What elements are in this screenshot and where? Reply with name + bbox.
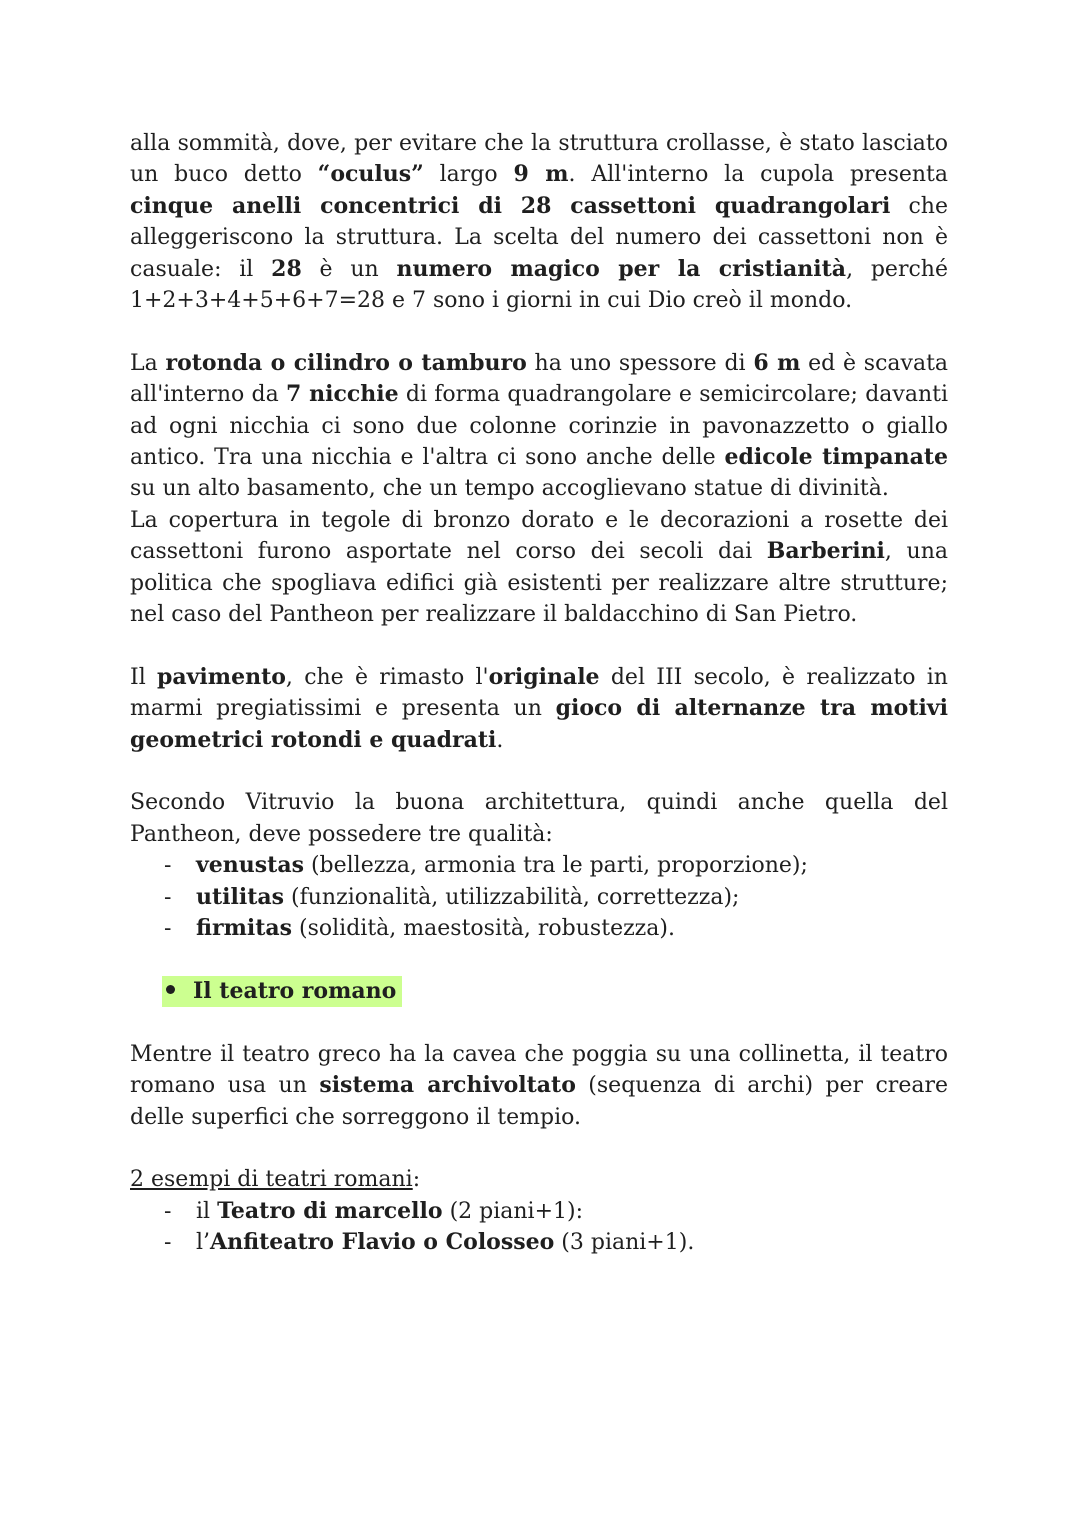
paragraph-pavimento xyxy=(130,662,948,756)
vitruvio-qualities-list xyxy=(130,850,948,944)
text: . All'interno la cupola presenta xyxy=(568,162,949,188)
text: ha uno spessore di xyxy=(526,350,754,376)
paragraph-teatro xyxy=(130,1039,948,1133)
list-item xyxy=(164,850,948,881)
paragraph-cupola xyxy=(130,128,948,316)
list-item xyxy=(164,913,948,944)
bold-text: sistema archivoltato xyxy=(319,1072,576,1099)
text: La copertura in tegole di bronzo dorato e le decorazioni a rosette dei cassettoni furono asportate nel corso dei secoli dai xyxy=(130,507,948,565)
text: (bellezza, armonia tra le parti, proporzione); xyxy=(303,853,808,879)
text: (funzionalità, utilizzabilità, correttezza); xyxy=(284,884,740,910)
bold-text: venustas xyxy=(196,852,304,879)
underlined-text: 2 esempi di teatri romani xyxy=(130,1167,413,1193)
text: , perché 1+2+3+4+5+6+7=28 e 7 sono i giorni in cui Dio creò il mondo. xyxy=(130,256,948,314)
bold-text: “oculus” xyxy=(317,161,424,188)
text: il xyxy=(196,1198,218,1224)
paragraph-copertura xyxy=(130,505,948,631)
list-item xyxy=(164,1227,948,1258)
text: . xyxy=(496,727,504,753)
text: è un xyxy=(301,256,397,282)
heading-text: Il teatro romano xyxy=(193,977,397,1004)
text: (3 piani+1). xyxy=(554,1230,695,1256)
theatre-examples-list xyxy=(130,1196,948,1259)
text: , una politica che spogliava edifici già esistenti per realizzare altre strutture; nel caso del Pantheon per realizzare il baldacchino di San Pietro. xyxy=(130,539,948,628)
bold-text: 7 nicchie xyxy=(285,381,399,408)
text: La xyxy=(130,350,166,376)
bold-text: 28 xyxy=(271,255,302,282)
text: di forma quadrangolare e semicircolare; davanti ad ogni nicchia ci sono due colonne corinzie in pavonazzetto o giallo antico. Tra una nicchia e l'altra ci sono anche delle xyxy=(130,382,948,471)
list-item xyxy=(164,1196,948,1227)
bold-text: originale xyxy=(488,663,600,690)
section-heading xyxy=(130,976,948,1007)
text: Il xyxy=(130,664,158,690)
text: del III secolo, è realizzato in marmi pregiatissimi e presenta un xyxy=(130,664,948,722)
text: , che è rimasto l' xyxy=(285,664,489,690)
text: Mentre il teatro greco ha la cavea che poggia su una collinetta, il teatro romano usa un xyxy=(130,1041,948,1099)
bold-text: rotonda o cilindro o tamburo xyxy=(165,349,527,376)
text: su un alto basamento, che un tempo accoglievano statue di divinità. xyxy=(130,476,889,502)
bold-text: gioco di alternanze tra motivi geometrici rotondi e quadrati xyxy=(130,695,949,753)
paragraph-vitruvio: Secondo Vitruvio la buona architettura, quindi anche quella del Pantheon, deve possedere tre qualità: xyxy=(130,790,948,847)
paragraph-rotonda xyxy=(130,348,948,505)
text: (sequenza di archi) per creare delle superfici che sorreggono il tempio. xyxy=(130,1073,948,1130)
examples-title xyxy=(130,1164,948,1195)
bold-text: numero magico per la cristianità xyxy=(396,255,847,282)
bullet-icon xyxy=(166,985,175,994)
text: alla sommità, dove, per evitare che la struttura crollasse, è stato lasciato un buco detto xyxy=(130,131,948,188)
text: che alleggeriscono la struttura. La scelta del numero dei cassettoni non è casuale: il xyxy=(130,193,948,282)
bold-text: 6 m xyxy=(753,349,801,376)
text: (solidità, maestosità, robustezza). xyxy=(292,916,675,942)
text: ed è scavata all'interno da xyxy=(130,350,949,408)
text: (2 piani+1): xyxy=(442,1198,584,1224)
bold-text: cinque anelli concentrici di 28 cassettoni quadrangolari xyxy=(130,192,891,219)
bold-text: edicole timpanate xyxy=(724,444,948,471)
bold-text: pavimento xyxy=(157,663,286,690)
bold-text: Teatro di marcello xyxy=(217,1197,443,1224)
list-item xyxy=(164,882,948,913)
text: l’ xyxy=(196,1230,211,1256)
bold-text: 9 m xyxy=(513,161,569,188)
text: largo xyxy=(423,162,514,188)
bold-text: Anfiteatro Flavio o Colosseo xyxy=(210,1229,555,1256)
bold-text: utilitas xyxy=(196,883,285,910)
bold-text: Barberini xyxy=(766,538,885,565)
highlighted-heading xyxy=(162,976,402,1007)
bold-text: firmitas xyxy=(196,915,293,942)
text: : xyxy=(412,1167,421,1193)
